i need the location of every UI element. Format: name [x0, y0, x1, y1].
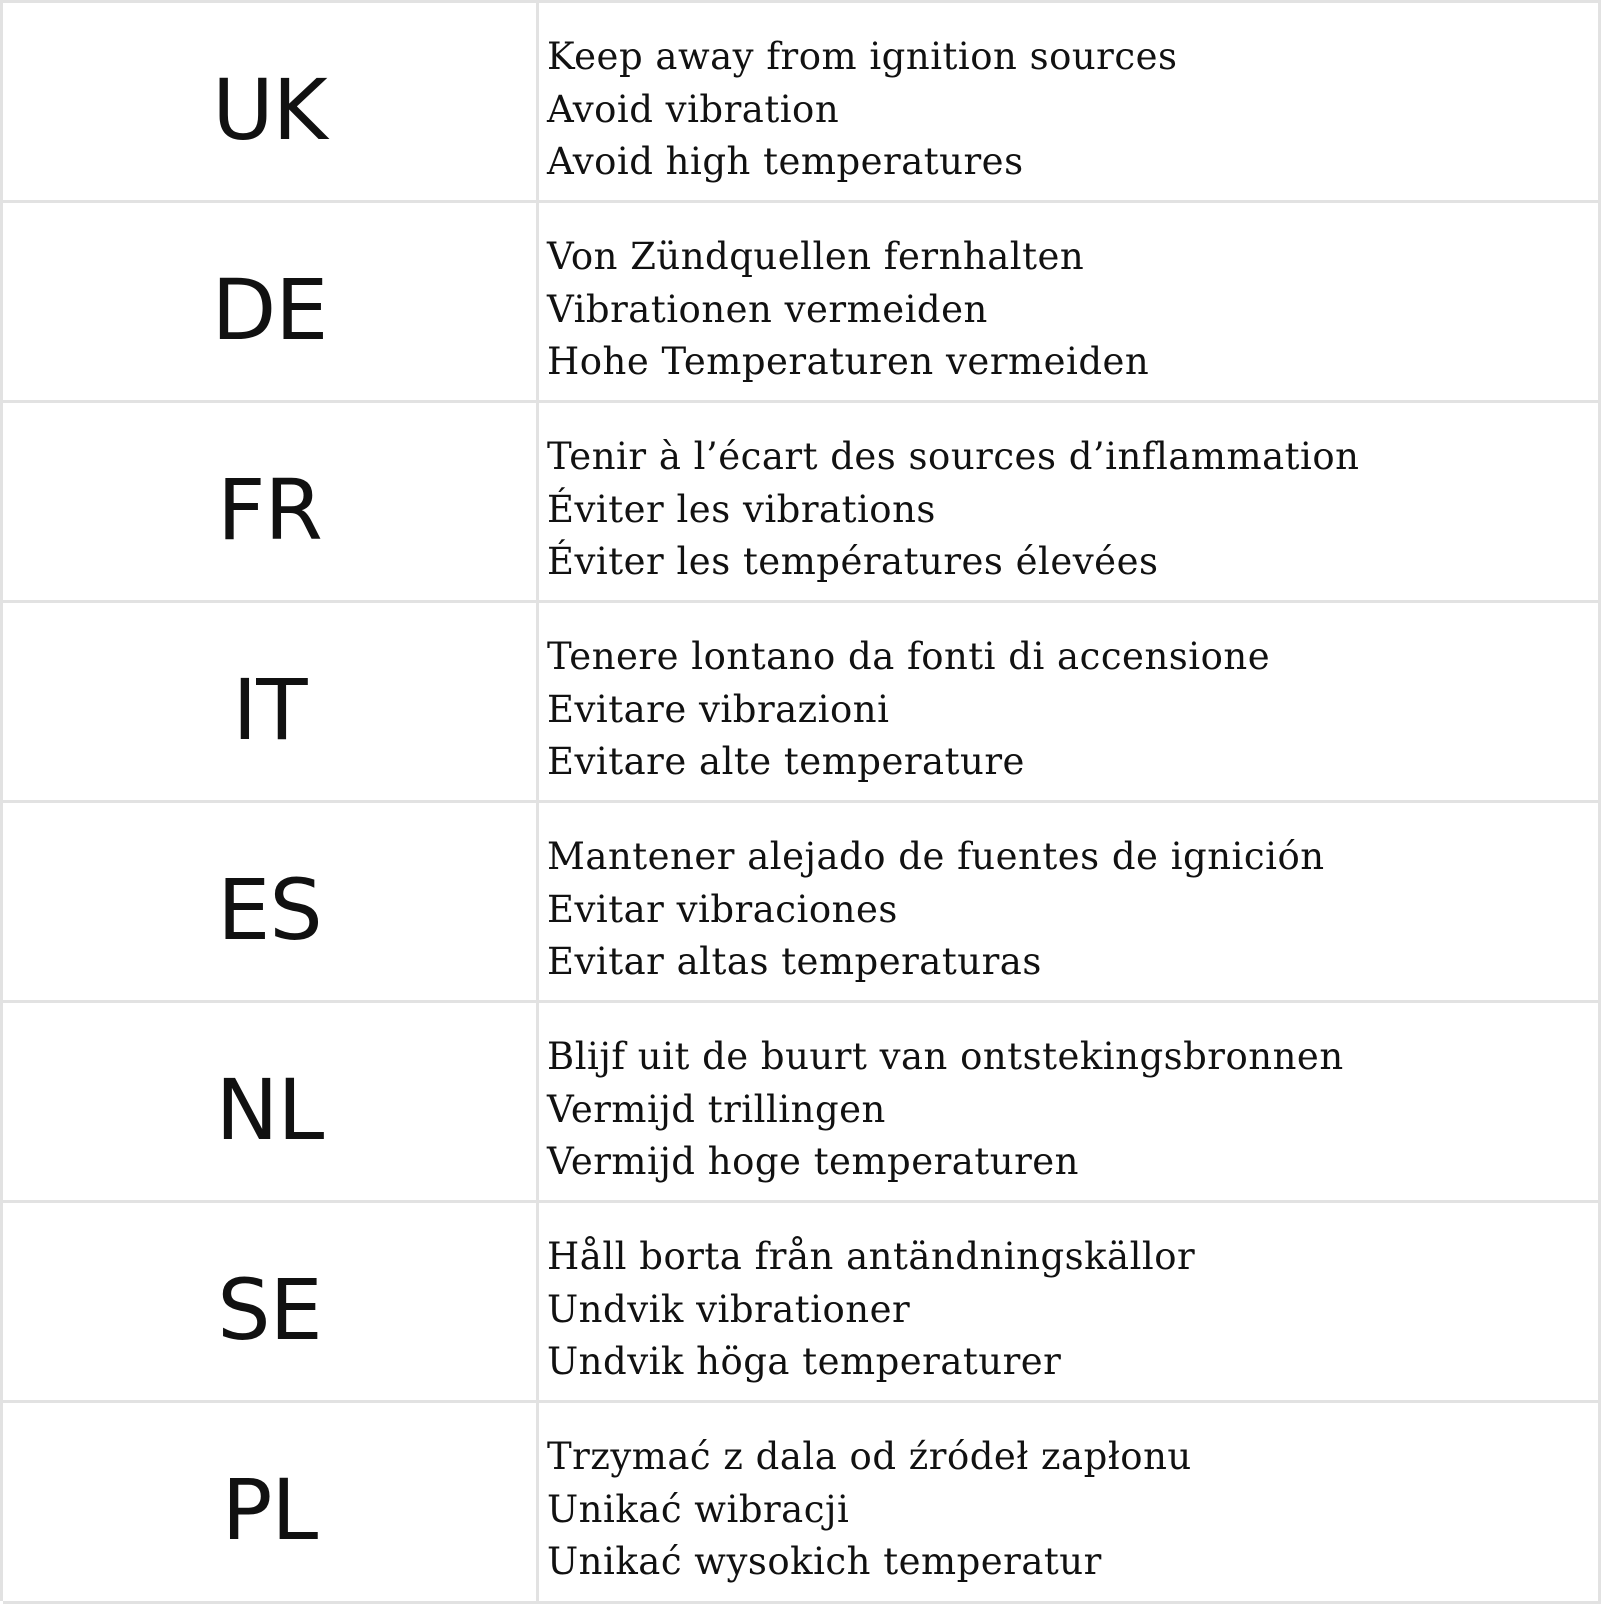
warning-line: Unikać wibracji	[547, 1487, 850, 1531]
language-code-cell	[3, 403, 539, 600]
warning-line: Evitare vibrazioni	[547, 687, 890, 731]
language-code: NL	[215, 1060, 324, 1159]
warning-line: Avoid vibration	[547, 87, 840, 131]
language-code: IT	[232, 660, 307, 759]
language-code-cell	[3, 1203, 539, 1400]
warning-line: Undvik vibrationer	[547, 1287, 911, 1331]
warning-line: Håll borta från antändningskällor	[547, 1235, 1196, 1278]
warning-text-cell	[539, 1403, 1601, 1601]
language-code: SE	[217, 1260, 322, 1359]
warning-line: Tenir à l’écart des sources d’inflammation	[547, 435, 1360, 478]
warning-text-cell	[539, 1003, 1601, 1200]
table-row-nl	[3, 1003, 1601, 1203]
table-row-it	[3, 603, 1601, 803]
language-code-cell	[3, 203, 539, 400]
warning-line: Keep away from ignition sources	[547, 35, 1178, 78]
warning-text-cell	[539, 803, 1601, 1000]
warning-line: Avoid high temperatures	[547, 140, 1024, 183]
warning-line: Vermijd trillingen	[547, 1087, 886, 1131]
warning-line: Vibrationen vermeiden	[547, 287, 988, 331]
warning-line: Hohe Temperaturen vermeiden	[547, 340, 1150, 383]
warning-text-cell	[539, 203, 1601, 400]
warning-line: Unikać wysokich temperatur	[547, 1540, 1102, 1583]
warning-line: Evitar altas temperaturas	[547, 940, 1042, 983]
warning-line: Trzymać z dala od źródeł zapłonu	[547, 1435, 1192, 1478]
language-code: DE	[211, 260, 328, 359]
warning-text-cell	[539, 603, 1601, 800]
table-row-fr	[3, 403, 1601, 603]
warning-line: Evitare alte temperature	[547, 740, 1025, 783]
warning-line: Mantener alejado de fuentes de ignición	[547, 835, 1325, 878]
warning-line: Vermijd hoge temperaturen	[547, 1140, 1079, 1183]
language-code-cell	[3, 803, 539, 1000]
language-code: UK	[212, 60, 327, 159]
warning-line: Undvik höga temperaturer	[547, 1340, 1062, 1383]
language-code: ES	[217, 860, 322, 959]
warning-line: Éviter les températures élevées	[547, 540, 1159, 583]
warning-text-cell	[539, 403, 1601, 600]
language-code-cell	[3, 1403, 539, 1601]
language-code-cell	[3, 603, 539, 800]
language-code: PL	[221, 1461, 318, 1559]
table-row-pl	[3, 1403, 1601, 1604]
table-row-uk	[3, 3, 1601, 203]
table-row-es	[3, 803, 1601, 1003]
warning-line: Blijf uit de buurt van ontstekingsbronnen	[547, 1035, 1344, 1078]
warning-line: Von Zündquellen fernhalten	[547, 235, 1085, 278]
language-code: FR	[217, 460, 322, 559]
table-row-de	[3, 203, 1601, 403]
warning-line: Tenere lontano da fonti di accensione	[547, 635, 1271, 678]
warning-text-cell	[539, 1203, 1601, 1400]
warning-text-cell	[539, 3, 1601, 200]
warning-line: Éviter les vibrations	[547, 487, 936, 531]
language-code-cell	[3, 1003, 539, 1200]
warning-line: Evitar vibraciones	[547, 887, 898, 931]
language-code-cell	[3, 3, 539, 200]
table-row-se	[3, 1203, 1601, 1403]
